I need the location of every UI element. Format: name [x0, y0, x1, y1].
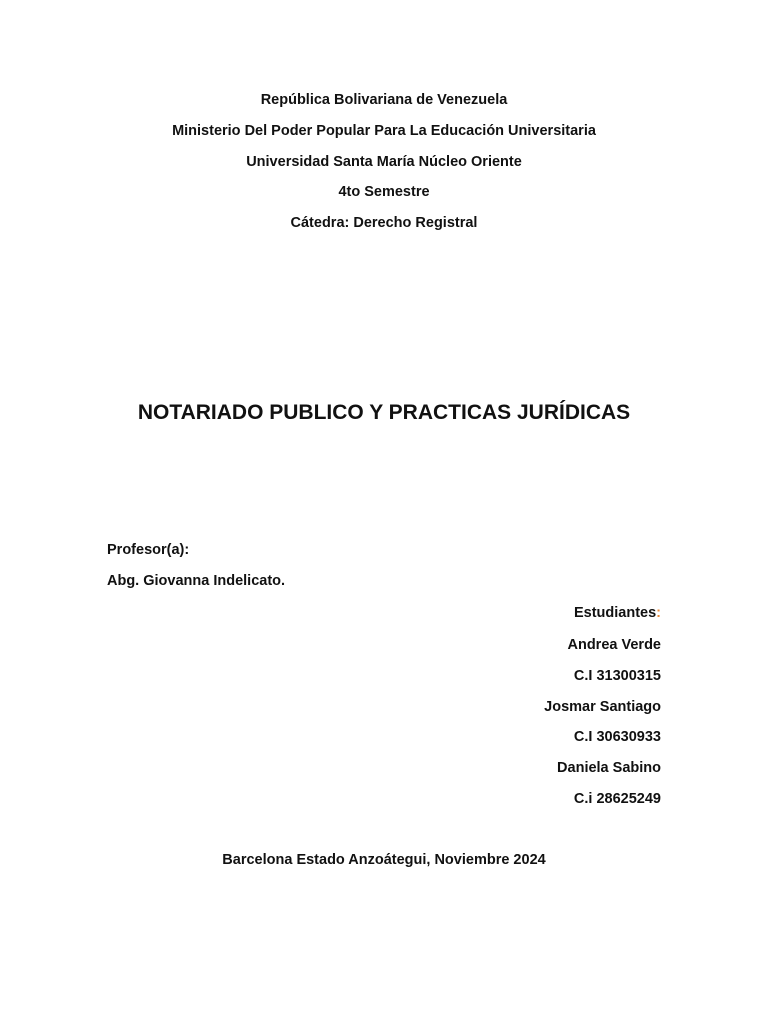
header-ministry: Ministerio Del Poder Popular Para La Educación Universitaria	[172, 123, 596, 139]
students-label-colon: :	[656, 605, 661, 621]
professor-name: Abg. Giovanna Indelicato.	[107, 573, 286, 589]
student-name: Andrea Verde	[567, 637, 661, 653]
student-id: C.i 28625249	[573, 791, 661, 807]
student-id: C.I 30630933	[573, 729, 661, 745]
header-republic: República Bolivariana de Venezuela	[260, 92, 508, 108]
student-name: Josmar Santiago	[544, 699, 661, 715]
students-label	[361, 604, 661, 622]
student-id: C.I 31300315	[573, 668, 661, 684]
document-title: NOTARIADO PUBLICO Y PRACTICAS JURÍDICAS	[137, 401, 631, 424]
students-label-text: Estudiantes	[573, 605, 657, 621]
header-semester: 4to Semestre	[338, 184, 430, 200]
professor-label: Profesor(a):	[107, 542, 190, 558]
header-course: Cátedra: Derecho Registral	[290, 215, 478, 231]
place-date-footer: Barcelona Estado Anzoátegui, Noviembre 2024	[222, 852, 546, 868]
student-name: Daniela Sabino	[557, 760, 661, 776]
header-university: Universidad Santa María Núcleo Oriente	[246, 154, 522, 170]
